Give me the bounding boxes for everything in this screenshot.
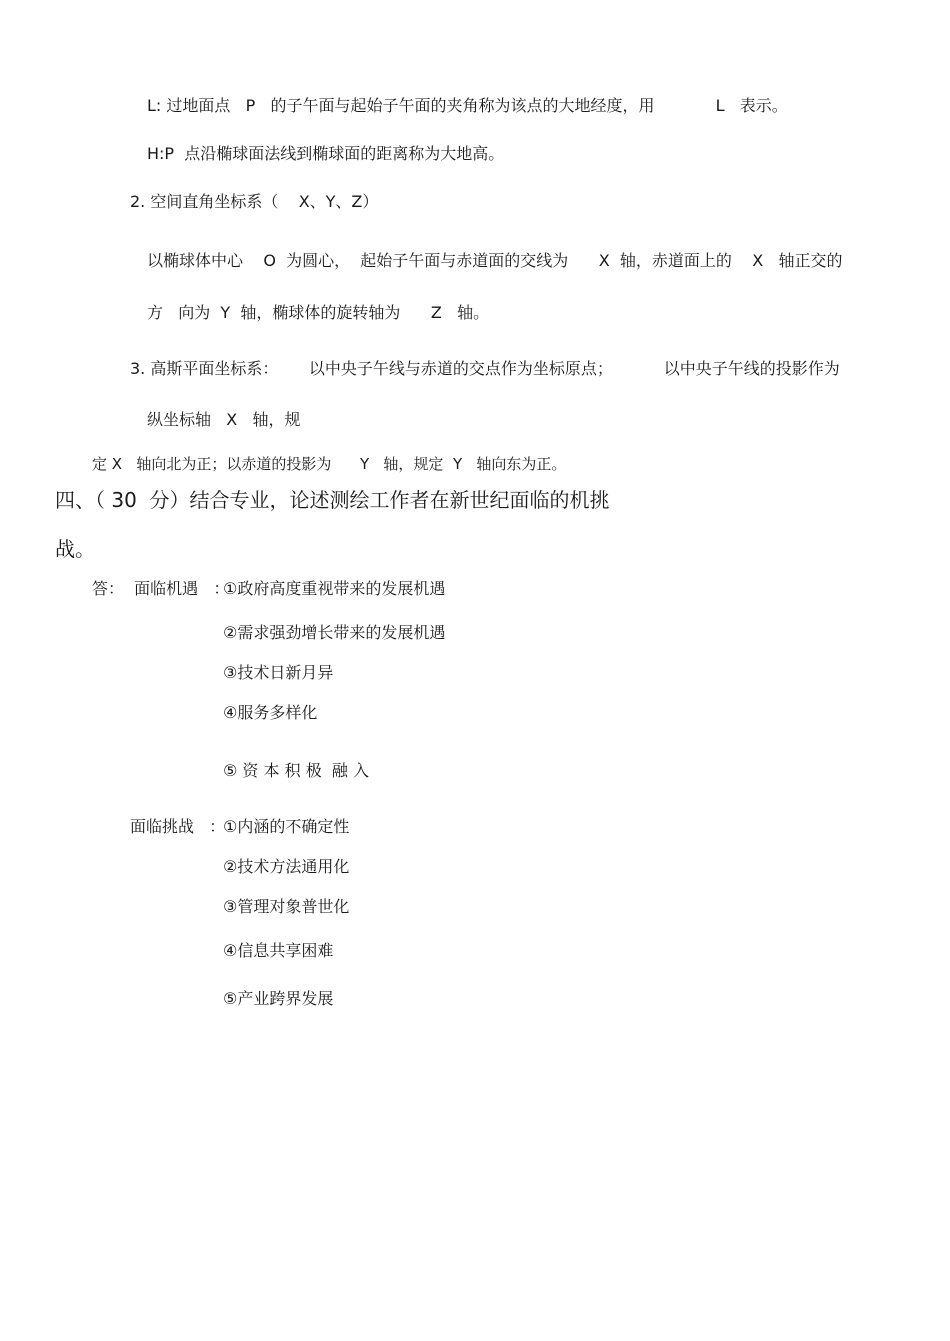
challenge-item: ①内涵的不确定性: [223, 817, 350, 836]
item3-line3: 定 X 轴向北为正；以赤道的投影为 Y 轴，规定 Y 轴向东为正。: [92, 455, 567, 473]
item2-line2: 方 向为 Y 轴，椭球体的旋转轴为 Z 轴。: [147, 303, 490, 322]
challenge-item: ④信息共享困难: [223, 941, 334, 960]
h-definition: H:P 点沿椭球面法线到椭球面的距离称为大地高。: [147, 144, 505, 163]
item2-line1: 以椭球体中心 O 为圆心， 起始子午面与赤道面的交线为 X 轴，赤道面上的 X 轴正交的: [147, 251, 843, 270]
question4-line2: 战。: [55, 537, 95, 561]
opportunity-item: ①政府高度重视带来的发展机遇: [223, 579, 446, 598]
opportunity-item: ④服务多样化: [223, 703, 318, 722]
challenge-label: 面临挑战 ：: [130, 817, 226, 836]
answer-label: 答： 面临机遇 ：: [92, 579, 230, 598]
item2-title: 2. 空间直角坐标系（ X、Y、Z）: [130, 192, 379, 211]
question4-line1: 四、（ 30 分）结合专业，论述测绘工作者在新世纪面临的机挑: [55, 488, 610, 512]
opportunity-item: ③技术日新月异: [223, 663, 334, 682]
challenge-item: ⑤产业跨界发展: [223, 989, 334, 1008]
l-definition: L: 过地面点 P 的子午面与起始子午面的夹角称为该点的大地经度，用 L 表示。: [147, 96, 788, 115]
challenge-item: ②技术方法通用化: [223, 857, 350, 876]
challenge-item: ③管理对象普世化: [223, 897, 350, 916]
item3-line1: 3. 高斯平面坐标系： 以中央子午线与赤道的交点作为坐标原点； 以中央子午线的投影作为: [130, 359, 840, 378]
item3-line2: 纵坐标轴 X 轴，规: [147, 410, 301, 429]
opportunity-item: ②需求强劲增长带来的发展机遇: [223, 623, 446, 642]
opportunity-item: ⑤ 资 本 积 极 融 入: [223, 761, 369, 780]
